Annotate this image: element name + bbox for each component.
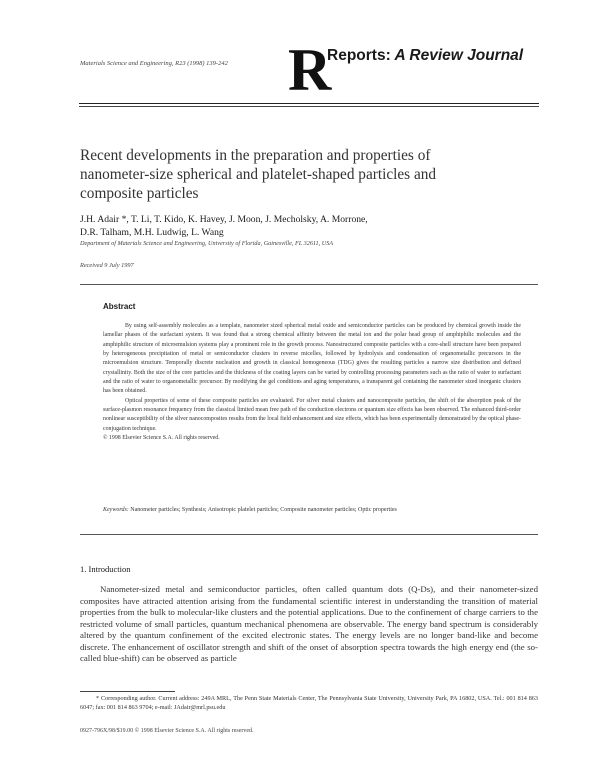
logo-letter: R: [288, 37, 332, 103]
introduction-body: [80, 584, 538, 665]
authors: [80, 213, 540, 239]
introduction-paragraph: Nanometer-sized metal and semiconductor particles, often called quantum dots (Q-Ds), and their nanometer-sized composites have attracted attention arising from the fundamental scientific interest in understanding the transition of material properties from the bulk to molecular-like clusters and the potential applications. Due to the confinement of charge carriers to the restricted volume of small particles, quantum mechanical phenomena are observable. The energy band spectrum is considerably altered by the quantum confinement of the excited electronic states. The energy levels are no longer band-like and become discrete. The enhancement of oscillator strength and shift of the onset of absorption spectra towards the high energy end (the so-called blue-shift) can be observed as particle: [80, 584, 538, 664]
footnote-rule: [80, 691, 175, 692]
journal-citation: Materials Science and Engineering, R23 (1998) 139-242: [80, 60, 228, 67]
abstract-heading: Abstract: [103, 302, 136, 311]
header-rule: [79, 103, 539, 104]
copyright: © 1998 Elsevier Science S.A. All rights reserved.: [103, 435, 220, 442]
section-heading-introduction: 1. Introduction: [80, 564, 131, 574]
copyright-footer: 0927-796X/98/$19.00 © 1998 Elsevier Science S.A. All rights reserved.: [80, 728, 254, 734]
authors-line: D.R. Talham, M.H. Ludwig, L. Wang: [80, 227, 224, 238]
journal-name: Reports: A Review Journal: [327, 47, 524, 64]
journal-logo-r: [287, 37, 332, 103]
received-date: Received 9 July 1997: [80, 262, 134, 269]
abstract-body: [103, 322, 521, 443]
footnote: * Corresponding author. Current address: 249A MRL, The Penn State Materials Center, The Pennsylvania State University, University Park, PA 16802, USA. Tel.: 001 814 863 6047; fax: 001 814 863 9704; e-mail: JAdair@mrl.psu.edu: [80, 695, 538, 711]
abstract-paragraph: Optical properties of some of these composite particles are evaluated. For silver metal clusters and nanocomposite particles, the shift of the absorption peak of the surface-plasmon resonance frequency from the classical limited mean free path of the conduction electrons or quantum size effects has been observed. The enhanced third-order nonlinear susceptibility of the silver nanocomposites results from the local field enhancement and size effects, which has been experimentally demonstrated by the optical phase-conjugation technique.: [103, 397, 521, 432]
header-rule-thin: [79, 106, 539, 107]
abstract-paragraph: By using self-assembly molecules as a template, nanometer sized spherical metal oxide and semiconductor particles can be produced by chemical growth inside the lamellar phases of the surfactant system. It was found that a strong chemical affinity between the metal ion and the polar head group of amphiphilic molecules and the amphiphilic structure of microemulsion systems play a prominent role in the growth process. Nanostructured composite particles with a core-shell structure have been prepared by heterogeneous precipitation of metal or semiconductor clusters in reverse micelles, followed by hydrolysis and condensation of organometallic precursors in the microemulsion structure. Temporally discrete nucleation and growth in classical homogeneous (TDG) gives the resulting particles a narrow size distribution and defined crystallinity. Both the size of the core particles and the thickness of the coating layers can be varied by controlling processing parameters such as the ratio of water to surfactant and the ratio of water to organometallic precursor. By modifying the gel conditions and aging temperatures, a transparent gel containing the nanometer sized inorganic clusters has been obtained.: [103, 323, 521, 395]
affiliation: Department of Materials Science and Engineering, University of Florida, Gainesville, FL 32611, USA: [80, 240, 334, 247]
authors-line: J.H. Adair *, T. Li, T. Kido, K. Havey, J. Moon, J. Mecholsky, A. Morrone,: [80, 214, 368, 225]
keywords: Keywords: Nanometer particles; Synthesis; Anisotropic platelet particles; Composite nanometer particles; Optic properties: [103, 507, 397, 513]
article-title: Recent developments in the preparation and properties of nanometer-size spherical and platelet-shaped particles and composite particles: [80, 147, 437, 202]
